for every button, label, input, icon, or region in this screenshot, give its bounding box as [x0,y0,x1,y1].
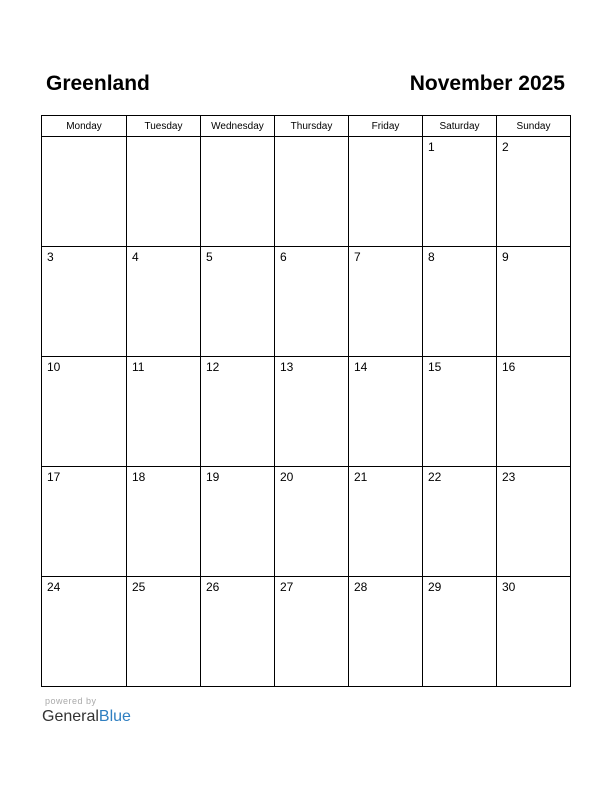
weekday-header: Monday [42,116,127,137]
day-cell [423,577,497,687]
weekday-header: Sunday [497,116,571,137]
day-number: 9 [502,250,509,264]
day-number [127,137,200,140]
day-number: 10 [47,360,61,374]
day-cell [127,137,201,247]
day-cell [201,577,275,687]
day-cell [275,357,349,467]
weekday-header: Tuesday [127,116,201,137]
day-cell [497,467,571,577]
region-title: Greenland [46,72,150,95]
day-cell [201,137,275,247]
day-cell [275,577,349,687]
day-cell [497,357,571,467]
week-row [42,357,571,467]
generalblue-logo[interactable] [42,707,131,727]
day-cell [423,137,497,247]
week-row [42,577,571,687]
day-cell [275,137,349,247]
day-cell [349,577,423,687]
day-number: 7 [354,250,361,264]
weekday-header: Wednesday [201,116,275,137]
day-cell [201,357,275,467]
brand-general-text: General [42,708,99,725]
day-cell [127,357,201,467]
day-number [201,137,274,140]
day-number [275,137,348,140]
day-cell [127,247,201,357]
day-number: 11 [132,360,145,374]
day-cell [42,577,127,687]
powered-by-text: powered by [45,696,97,706]
day-number: 20 [280,470,294,484]
week-row [42,467,571,577]
day-number: 12 [206,360,220,374]
day-cell [127,577,201,687]
day-number: 25 [132,580,146,594]
day-cell [127,467,201,577]
month-year-title: November 2025 [409,72,565,95]
day-number: 23 [502,470,516,484]
day-cell [423,357,497,467]
weekday-header: Thursday [275,116,349,137]
day-cell [275,247,349,357]
day-cell [497,247,571,357]
day-number: 4 [132,250,139,264]
day-cell [201,467,275,577]
day-cell [42,137,127,247]
day-cell [349,357,423,467]
day-number: 8 [428,250,435,264]
calendar-grid [41,115,571,687]
day-cell [201,247,275,357]
day-number: 14 [354,360,368,374]
day-number: 21 [354,470,368,484]
day-cell [497,137,571,247]
day-number: 2 [502,140,509,154]
day-cell [349,137,423,247]
day-number: 3 [47,250,54,264]
day-cell [423,247,497,357]
day-cell [349,247,423,357]
day-number: 19 [206,470,220,484]
day-cell [497,577,571,687]
weekday-header: Friday [349,116,423,137]
day-number: 1 [428,140,435,154]
day-number [349,137,422,140]
day-cell [42,247,127,357]
week-row [42,137,571,247]
day-cell [42,467,127,577]
day-number: 5 [206,250,213,264]
brand-blue-text: Blue [98,708,131,725]
day-cell [349,467,423,577]
day-cell [42,357,127,467]
day-number: 16 [502,360,516,374]
day-number: 22 [428,470,442,484]
day-number: 6 [280,250,287,264]
day-number: 17 [47,470,61,484]
day-number: 26 [206,580,220,594]
weekday-header: Saturday [423,116,497,137]
day-number: 28 [354,580,368,594]
day-number: 24 [47,580,61,594]
week-row [42,247,571,357]
day-number: 27 [280,580,294,594]
day-cell [275,467,349,577]
day-number: 15 [428,360,442,374]
day-number: 30 [502,580,516,594]
day-number [42,137,126,140]
day-number: 18 [132,470,146,484]
footer-branding [42,696,131,727]
day-cell [423,467,497,577]
weekday-header-row [42,116,571,137]
day-number: 13 [280,360,294,374]
day-number: 29 [428,580,442,594]
